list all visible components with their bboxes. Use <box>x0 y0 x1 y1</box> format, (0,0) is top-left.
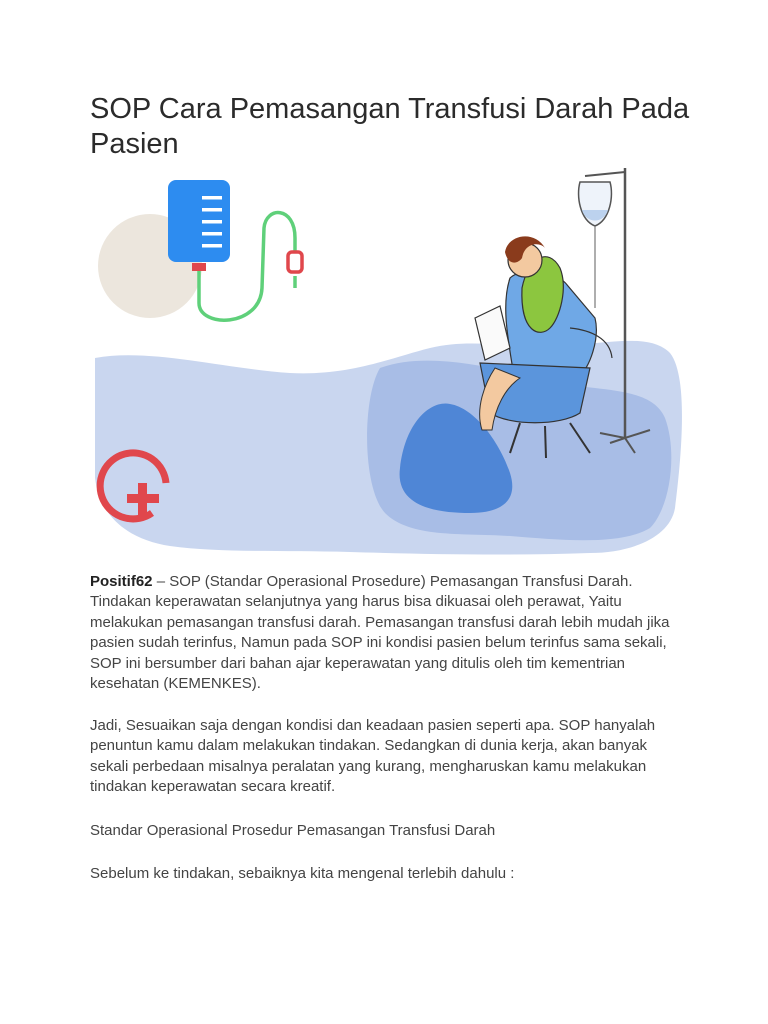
intro-text: – SOP (Standar Operasional Prosedure) Pemasangan Transfusi Darah. Tindakan keperawatan selanjutnya yang harus bisa dikuasai oleh perawat, Yaitu melakukan pemasangan transfusi darah. Pemasangan transfusi darah lebih mudah jika pasien sudah terinfus, Namun pada SOP ini kondisi pasien belum terinfus sama sekali, SOP ini bersumber dari bahan ajar keperawatan yang ditulis oleh tim kementrian kesehatan (KEMENKES). <box>90 573 670 693</box>
article-illustration <box>90 168 690 558</box>
section-heading: Standar Operasional Prosedur Pemasangan Transfusi Darah <box>90 822 496 839</box>
brand-name: Positif62 <box>90 573 153 590</box>
paragraph-4: Sebelum ke tindakan, sebaiknya kita mengenal terlebih dahulu : <box>90 865 515 882</box>
article-title: SOP Cara Pemasangan Transfusi Darah Pada Pasien <box>90 93 690 160</box>
paragraph-2: Jadi, Sesuaikan saja dengan kondisi dan keadaan pasien seperti apa. SOP hanyalah penuntun kamu dalam melakukan tindakan. Sedangkan di dunia kerja, akan banyak sekali perbedaan misalnya peralatan yang kurang, mengharuskan kamu melakukan tindakan keperawatan secara kreatif. <box>90 717 656 796</box>
intro-paragraph <box>90 572 680 694</box>
